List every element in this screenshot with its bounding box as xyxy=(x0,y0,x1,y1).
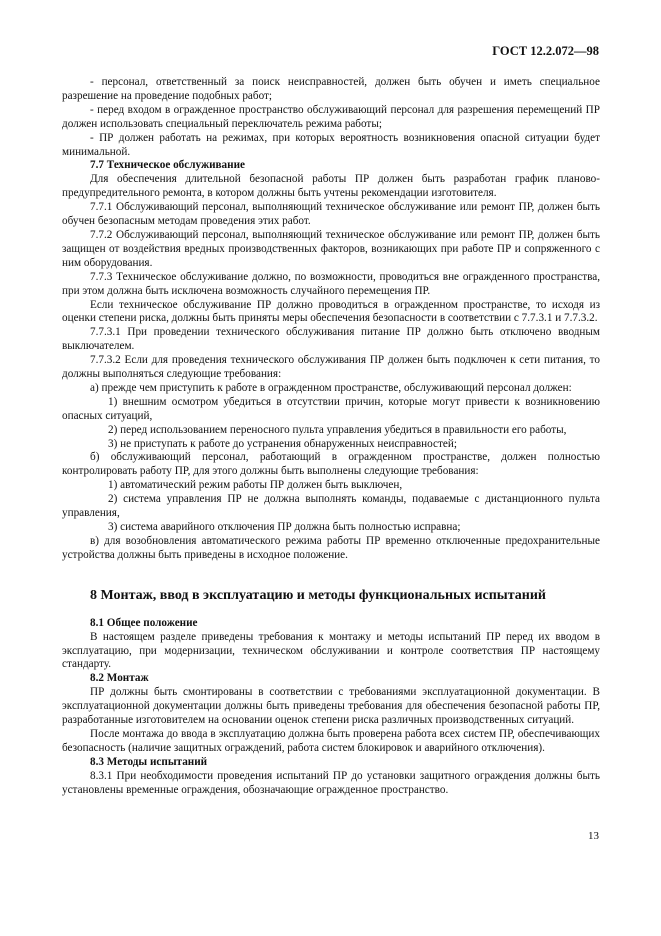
paragraph: 7.7.3.1 При проведении технического обслуживания питание ПР должно быть отключено вводным выключателем. xyxy=(62,326,600,353)
document-code-header: ГОСТ 12.2.072—98 xyxy=(492,44,599,58)
paragraph: В настоящем разделе приведены требования к монтажу и методы испытаний ПР перед их вводом в эксплуатацию, при модернизации, техническом обслуживании и контроле соответствия ПР настоящему стандарту. xyxy=(62,630,600,671)
paragraph: - перед входом в огражденное пространство обслуживающий персонал для разрешения перемещений ПР должен использовать специальный переключатель режима работы; xyxy=(62,103,600,130)
subsection-heading: 7.7 Техническое обслуживание xyxy=(90,159,246,172)
paragraph: в) для возобновления автоматического режима работы ПР временно отключенные предохранительные устройства должны быть приведены в исходное положение. xyxy=(62,534,600,561)
list-item: 1) внешним осмотром убедиться в отсутствии причин, которые могут привести к возникновению опасных ситуаций, xyxy=(62,395,600,422)
paragraph: Для обеспечения длительной безопасной работы ПР должен быть разработан график планово-предупредительного ремонта, в котором должны быть учтены рекомендации изготовителя. xyxy=(62,173,600,200)
list-item: 2) перед использованием переносного пульта управления убедиться в правильности его работы, xyxy=(108,423,567,436)
paragraph: - персонал, ответственный за поиск неисправностей, должен быть обучен и иметь специальное разрешение на проведение подобных работ; xyxy=(62,76,600,102)
list-item: 3) не приступать к работе до устранения обнаруженных неисправностей; xyxy=(108,437,457,450)
paragraph: 7.7.3 Техническое обслуживание должно, по возможности, проводиться вне огражденного пространства, при этом должна быть исключена возможность случайного перемещения ПР. xyxy=(62,270,600,297)
paragraph: Если техническое обслуживание ПР должно проводиться в огражденном пространстве, то исходя из оценки степени риска, должны быть приняты меры обеспечения безопасности в соответствии с 7.7.3.1 и 7.7.3.2. xyxy=(62,298,600,325)
paragraph: После монтажа до ввода в эксплуатацию должна быть проверена работа всех систем ПР, обеспечивающих безопасность (наличие защитных ограждений, работа систем блокировок и аварийного отключения). xyxy=(62,727,600,754)
list-item: 2) система управления ПР не должна выполнять команды, подаваемые с дистанционного пульта управления, xyxy=(62,493,600,520)
page-number: 13 xyxy=(588,830,599,842)
subsection-heading: 8.1 Общее положение xyxy=(90,616,198,629)
list-item: 3) система аварийного отключения ПР должна быть полностью исправна; xyxy=(108,521,461,533)
section-8-text xyxy=(62,617,600,798)
section-title: 8 Монтаж, ввод в эксплуатацию и методы функциональных испытаний xyxy=(90,587,546,603)
paragraph: 7.7.1 Обслуживающий персонал, выполняющий техническое обслуживание или ремонт ПР, должен быть обучен безопасным методам проведения этих работ. xyxy=(62,201,600,228)
list-item: 1) автоматический режим работы ПР должен быть выключен, xyxy=(108,479,403,492)
subsection-heading: 8.2 Монтаж xyxy=(90,672,149,685)
paragraph: 8.3.1 При необходимости проведения испытаний ПР до установки защитного ограждения должны быть установлены временные ограждения, обозначающие огражденное пространство. xyxy=(62,769,600,796)
section-7-7-text xyxy=(62,76,600,563)
subsection-heading: 8.3 Методы испытаний xyxy=(90,755,208,768)
paragraph: 7.7.3.2 Если для проведения технического обслуживания ПР должен быть подключен к сети питания, то должны выполняться следующие требования: xyxy=(62,354,600,381)
paragraph: б) обслуживающий персонал, работающий в огражденном пространстве, должен полностью контролировать работу ПР, для этого должны быть выполнены следующие требования: xyxy=(62,451,600,478)
paragraph: а) прежде чем приступить к работе в огражденном пространстве, обслуживающий персонал должен: xyxy=(90,381,572,394)
paragraph: ПР должны быть смонтированы в соответствии с требованиями эксплуатационной документации. В эксплуатационной документации должны быть приведены требования для обеспечения безопасной работы ПР, разработанные изготовителем на основании оценок степени риска различных производственных ситуаций. xyxy=(62,686,600,727)
paragraph: 7.7.2 Обслуживающий персонал, выполняющий техническое обслуживание или ремонт ПР, должен быть защищен от воздействия вредных производственных факторов, возникающих при работе ПР и сопряженного с ним оборудования. xyxy=(62,228,600,269)
paragraph: - ПР должен работать на режимах, при которых вероятность возникновения опасной ситуации будет минимальной. xyxy=(62,131,600,158)
document-body xyxy=(62,76,600,798)
